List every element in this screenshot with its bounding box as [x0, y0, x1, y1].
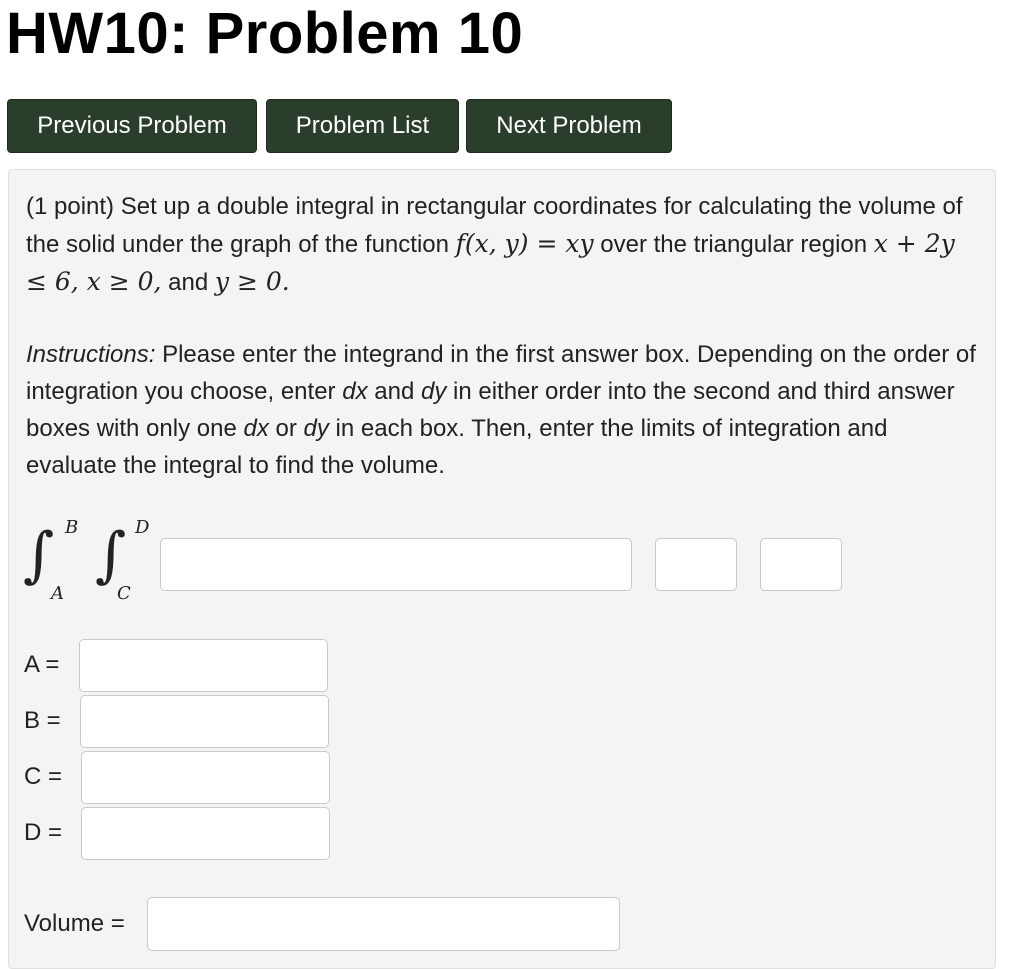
inner-lower-limit: C — [117, 583, 131, 604]
dx-text: dx — [342, 378, 368, 405]
b-label: B = — [24, 707, 61, 734]
differential-1-input[interactable] — [655, 538, 737, 591]
b-input[interactable] — [80, 695, 329, 748]
dy-text-2: dy — [303, 415, 329, 442]
instructions-text-e: in each box. Then, enter the limits of integration and evaluate the integral to find the volume. — [26, 415, 888, 479]
d-input[interactable] — [81, 807, 330, 860]
outer-upper-limit: B — [65, 517, 79, 538]
differential-2-input[interactable] — [760, 538, 842, 591]
page-title: HW10: Problem 10 — [6, 1, 524, 66]
c-label: C = — [24, 763, 63, 790]
next-problem-button[interactable]: Next Problem — [466, 99, 672, 153]
points-label: (1 point) — [26, 193, 115, 220]
problem-panel — [8, 169, 996, 969]
outer-integral-sign: ∫ — [23, 520, 55, 590]
instructions-text-a: Please enter the integrand in the first answer box. Depending on the order of integration you choose, enter — [26, 341, 976, 405]
statement-text-2: over the triangular region — [600, 231, 868, 258]
statement-text-1: Set up a double integral in rectangular coordinates for calculating the volume of the solid under the graph of the function — [26, 193, 963, 258]
problem-list-button[interactable]: Problem List — [266, 99, 459, 153]
dy-text: dy — [420, 378, 447, 405]
volume-input[interactable] — [147, 897, 620, 951]
previous-problem-button[interactable]: Previous Problem — [7, 99, 257, 153]
instructions — [26, 336, 976, 484]
function-expression: f(x, y) = xy — [455, 229, 594, 258]
dx-text-2: dx — [243, 415, 269, 442]
d-label: D = — [24, 819, 63, 846]
statement-text-3: and — [168, 269, 209, 296]
inner-integral-sign: ∫ — [95, 520, 127, 590]
inner-upper-limit: D — [135, 517, 150, 538]
integrand-input[interactable] — [160, 538, 632, 591]
problem-statement — [26, 188, 976, 301]
double-integral-symbol — [23, 517, 153, 607]
region-expression-2: y ≥ 0. — [214, 267, 290, 296]
instructions-text-b: and — [374, 378, 415, 405]
a-label: A = — [24, 651, 60, 678]
outer-lower-limit: A — [51, 583, 64, 604]
volume-label: Volume = — [24, 910, 125, 937]
region-expression: x + 2y ≤ 6, x ≥ 0, — [26, 229, 955, 296]
instructions-text-d: or — [275, 415, 297, 442]
instructions-label: Instructions: — [26, 341, 156, 368]
c-input[interactable] — [81, 751, 330, 804]
instructions-text-c: in either order into the second and third answer boxes with only one — [26, 378, 955, 442]
a-input[interactable] — [79, 639, 328, 692]
